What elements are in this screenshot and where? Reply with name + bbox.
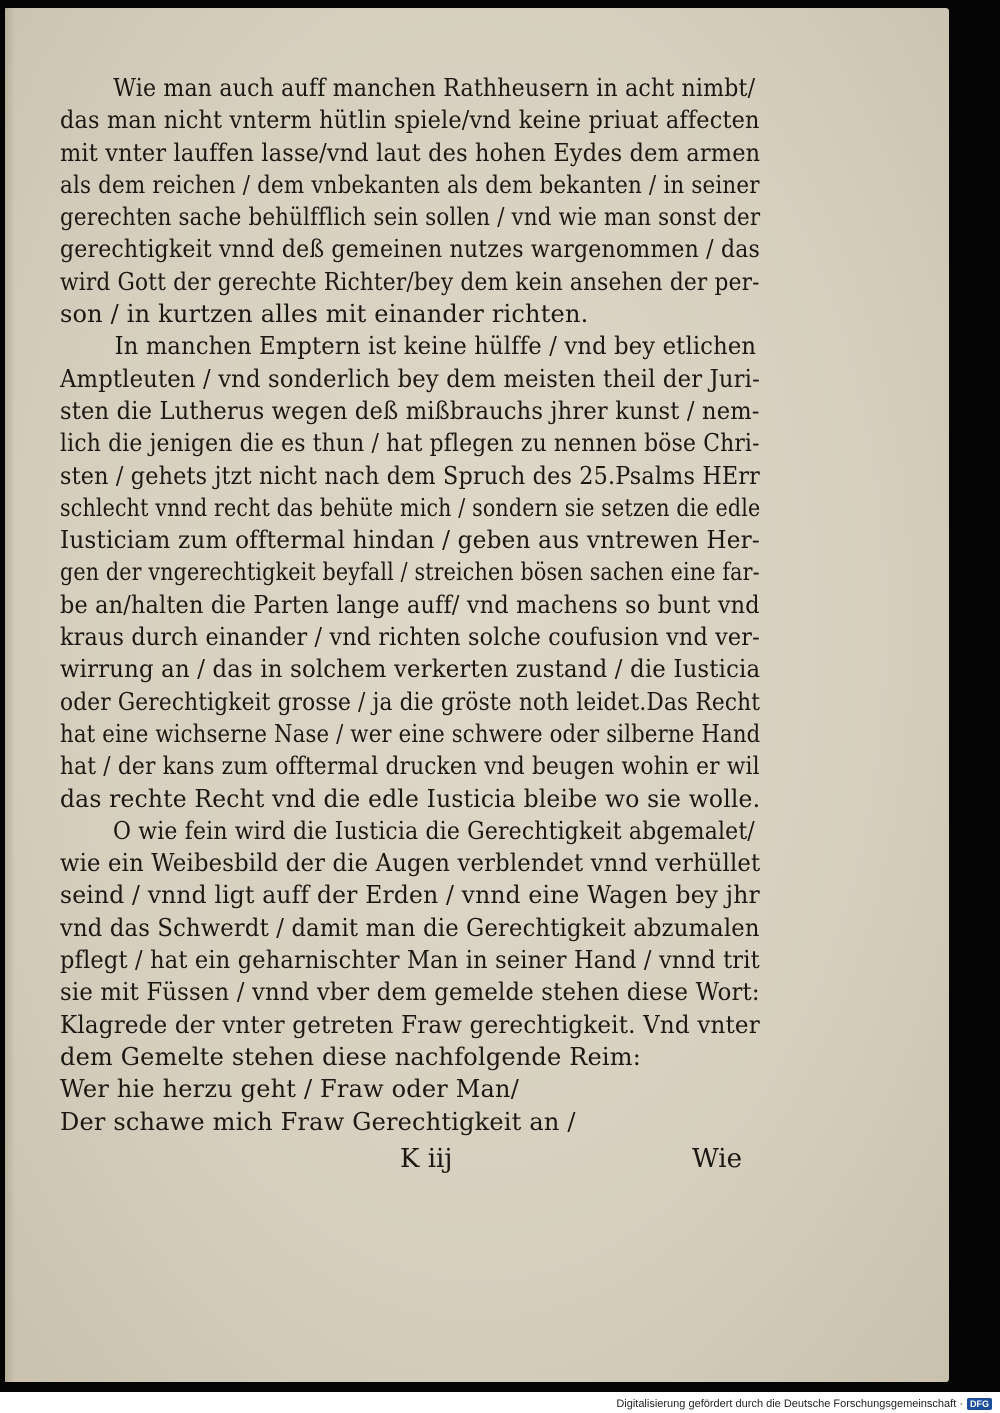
text-line: wird Gott der gerechte Richter/bey dem kein ansehen der per- (60, 267, 760, 296)
body-text (60, 72, 760, 1138)
text-line: hat / der kans zum offtermal drucken vnd beugen wohin er wil (60, 752, 760, 781)
digitization-credit (616, 1398, 992, 1410)
text-line: pflegt / hat ein geharnischter Man in seiner Hand / vnnd trit (60, 946, 760, 975)
text-line: Amptleuten / vnd sonderlich bey dem meisten theil der Juri- (60, 364, 760, 393)
text-line: lich die jenigen die es thun / hat pflegen zu nennen böse Chri- (60, 429, 760, 458)
credit-text: Digitalisierung gefördert durch die Deutsche Forschungsgemeinschaft · (616, 1398, 963, 1410)
signature-mark: K iij (400, 1144, 453, 1174)
text-line: kraus durch einander / vnd richten solche coufusion vnd ver- (60, 623, 760, 652)
dfg-logo: DFG (967, 1398, 992, 1410)
text-line: Wie man auch auff manchen Rathheusern in acht nimbt/ (113, 74, 756, 102)
text-line: wirrung an / das in solchem verkerten zustand / die Iusticia (60, 655, 761, 684)
text-line: schlecht vnnd recht das behüte mich / sondern sie setzen die edle (60, 493, 761, 522)
catchword: Wie (692, 1144, 742, 1174)
text-line: be an/halten die Parten lange auff/ vnd machens so bunt vnd (60, 590, 760, 619)
text-line: das man nicht vnterm hütlin spiele/vnd keine priuat affecten (60, 106, 760, 135)
text-line: mit vnter lauffen lasse/vnd laut des hohen Eydes dem armen (60, 138, 761, 167)
text-line: hat eine wichserne Nase / wer eine schwere oder silberne Hand (60, 719, 761, 748)
text-line: Klagrede der vnter getreten Fraw gerechtigkeit. Vnd vnter (60, 1010, 760, 1039)
text-line: sten die Lutherus wegen deß mißbrauchs jhrer kunst / nem- (60, 396, 760, 425)
text-line: als dem reichen / dem vnbekanten als dem bekanten / in seiner (60, 170, 760, 199)
text-line: son / in kurtzen alles mit einander richten. (60, 300, 589, 329)
text-line: sten / gehets jtzt nicht nach dem Spruch des 25.Psalms HErr (60, 461, 760, 490)
text-line: oder Gerechtigkeit grosse / ja die gröste noth leidet.Das Recht (60, 687, 761, 716)
text-line: In manchen Emptern ist keine hülffe / vnd bey etlichen (114, 332, 757, 361)
text-line: seind / vnnd ligt auff der Erden / vnnd eine Wagen bey jhr (60, 881, 760, 910)
page-gutter-shadow (5, 8, 15, 1382)
text-line: das rechte Recht vnd die edle Iusticia bleibe wo sie wolle. (60, 784, 761, 813)
page-footer (60, 1136, 760, 1176)
text-line: Iusticiam zum offtermal hindan / geben aus vntrewen Her- (60, 526, 760, 555)
text-line: gerechtigkeit vnnd deß gemeinen nutzes wargenommen / das (60, 235, 761, 264)
text-line: O wie fein wird die Iusticia die Gerechtigkeit abgemalet/ (112, 816, 755, 845)
text-line: sie mit Füssen / vnnd vber dem gemelde stehen diese Wort: (60, 978, 760, 1007)
text-line: gen der vngerechtigkeit beyfall / streichen bösen sachen eine far- (60, 558, 760, 587)
text-line: dem Gemelte stehen diese nachfolgende Reim: (60, 1042, 642, 1071)
verse-line: Wer hie herzu geht / Fraw oder Man/ (60, 1075, 520, 1104)
text-line: vnd das Schwerdt / damit man die Gerechtigkeit abzumalen (60, 913, 760, 942)
text-line: gerechten sache behülfflich sein sollen / vnd wie man sonst der (60, 203, 761, 232)
text-line: wie ein Weibesbild der die Augen verblendet vnnd verhüllet (60, 849, 761, 878)
verse-line: Der schawe mich Fraw Gerechtigkeit an / (60, 1107, 576, 1136)
